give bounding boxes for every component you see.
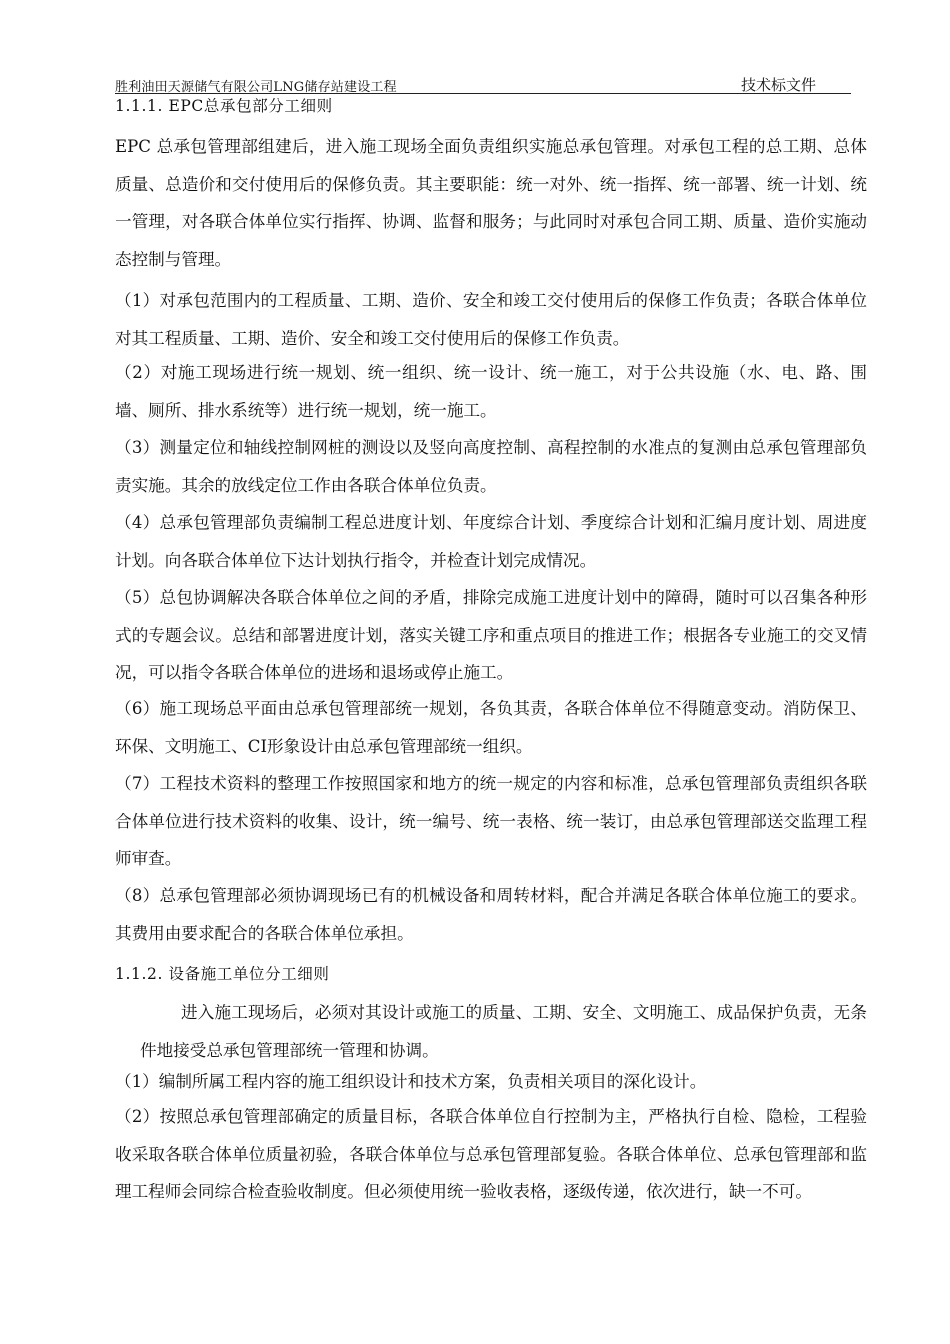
section1-item-2: （2）对施工现场进行统一规划、统一组织、统一设计、统一施工，对于公共设施（水、电、路、围墙、厕所、排水系统等）进行统一规划，统一施工。: [115, 363, 867, 420]
page-header: [115, 75, 851, 94]
header-document-type: 技术标文件: [741, 76, 817, 94]
section1-item-8: （8）总承包管理部必须协调现场已有的机械设备和周转材料，配合并满足各联合体单位施工的要求。其费用由要求配合的各联合体单位承担。: [115, 886, 867, 943]
section-heading-1: 1.1.1. EPC总承包部分工细则: [115, 97, 333, 115]
section1-intro: EPC 总承包管理部组建后，进入施工现场全面负责组织实施总承包管理。对承包工程的总工期、总体质量、总造价和交付使用后的保修负责。其主要职能：统一对外、统一指挥、统一部署、统一计划、统一管理，对各联合体单位实行指挥、协调、监督和服务；与此同时对承包合同工期、质量、造价实施动态控制与管理。: [115, 137, 867, 269]
section2-item-2: （2）按照总承包管理部确定的质量目标，各联合体单位自行控制为主，严格执行自检、隐检，工程验收采取各联合体单位质量初验，各联合体单位与总承包管理部复验。各联合体单位、总承包管理部和监理工程师会同综合检查验收制度。但必须使用统一验收表格，逐级传递，依次进行，缺一不可。: [115, 1107, 867, 1201]
section1-item-3: （3）测量定位和轴线控制网桩的测设以及竖向高度控制、高程控制的水准点的复测由总承包管理部负责实施。其余的放线定位工作由各联合体单位负责。: [115, 438, 867, 495]
section1-item-6: （6）施工现场总平面由总承包管理部统一规划，各负其责，各联合体单位不得随意变动。消防保卫、环保、文明施工、CI形象设计由总承包管理部统一组织。: [115, 699, 867, 756]
section1-item-1: （1）对承包范围内的工程质量、工期、造价、安全和竣工交付使用后的保修工作负责；各联合体单位对其工程质量、工期、造价、安全和竣工交付使用后的保修工作负责。: [115, 291, 867, 348]
header-project-name: 胜利油田天源储气有限公司LNG储存站建设工程: [115, 80, 397, 95]
section2-intro: 进入施工现场后，必须对其设计或施工的质量、工期、安全、文明施工、成品保护负责，无条件地接受总承包管理部统一管理和协调。: [140, 1003, 867, 1060]
section1-item-4: （4）总承包管理部负责编制工程总进度计划、年度综合计划、季度综合计划和汇编月度计划、周进度计划。向各联合体单位下达计划执行指令，并检查计划完成情况。: [115, 513, 867, 570]
section2-item-1: （1）编制所属工程内容的施工组织设计和技术方案，负责相关项目的深化设计。: [115, 1072, 707, 1091]
section1-item-7: （7）工程技术资料的整理工作按照国家和地方的统一规定的内容和标准，总承包管理部负责组织各联合体单位进行技术资料的收集、设计，统一编号、统一表格、统一装订，由总承包管理部送交监理工程师审查。: [115, 774, 867, 868]
section-heading-2: 1.1.2. 设备施工单位分工细则: [115, 965, 330, 983]
section1-item-5: （5）总包协调解决各联合体单位之间的矛盾，排除完成施工进度计划中的障碍，随时可以召集各种形式的专题会议。总结和部署进度计划，落实关键工序和重点项目的推进工作；根据各专业施工的交叉情况，可以指令各联合体单位的进场和退场或停止施工。: [115, 588, 867, 682]
